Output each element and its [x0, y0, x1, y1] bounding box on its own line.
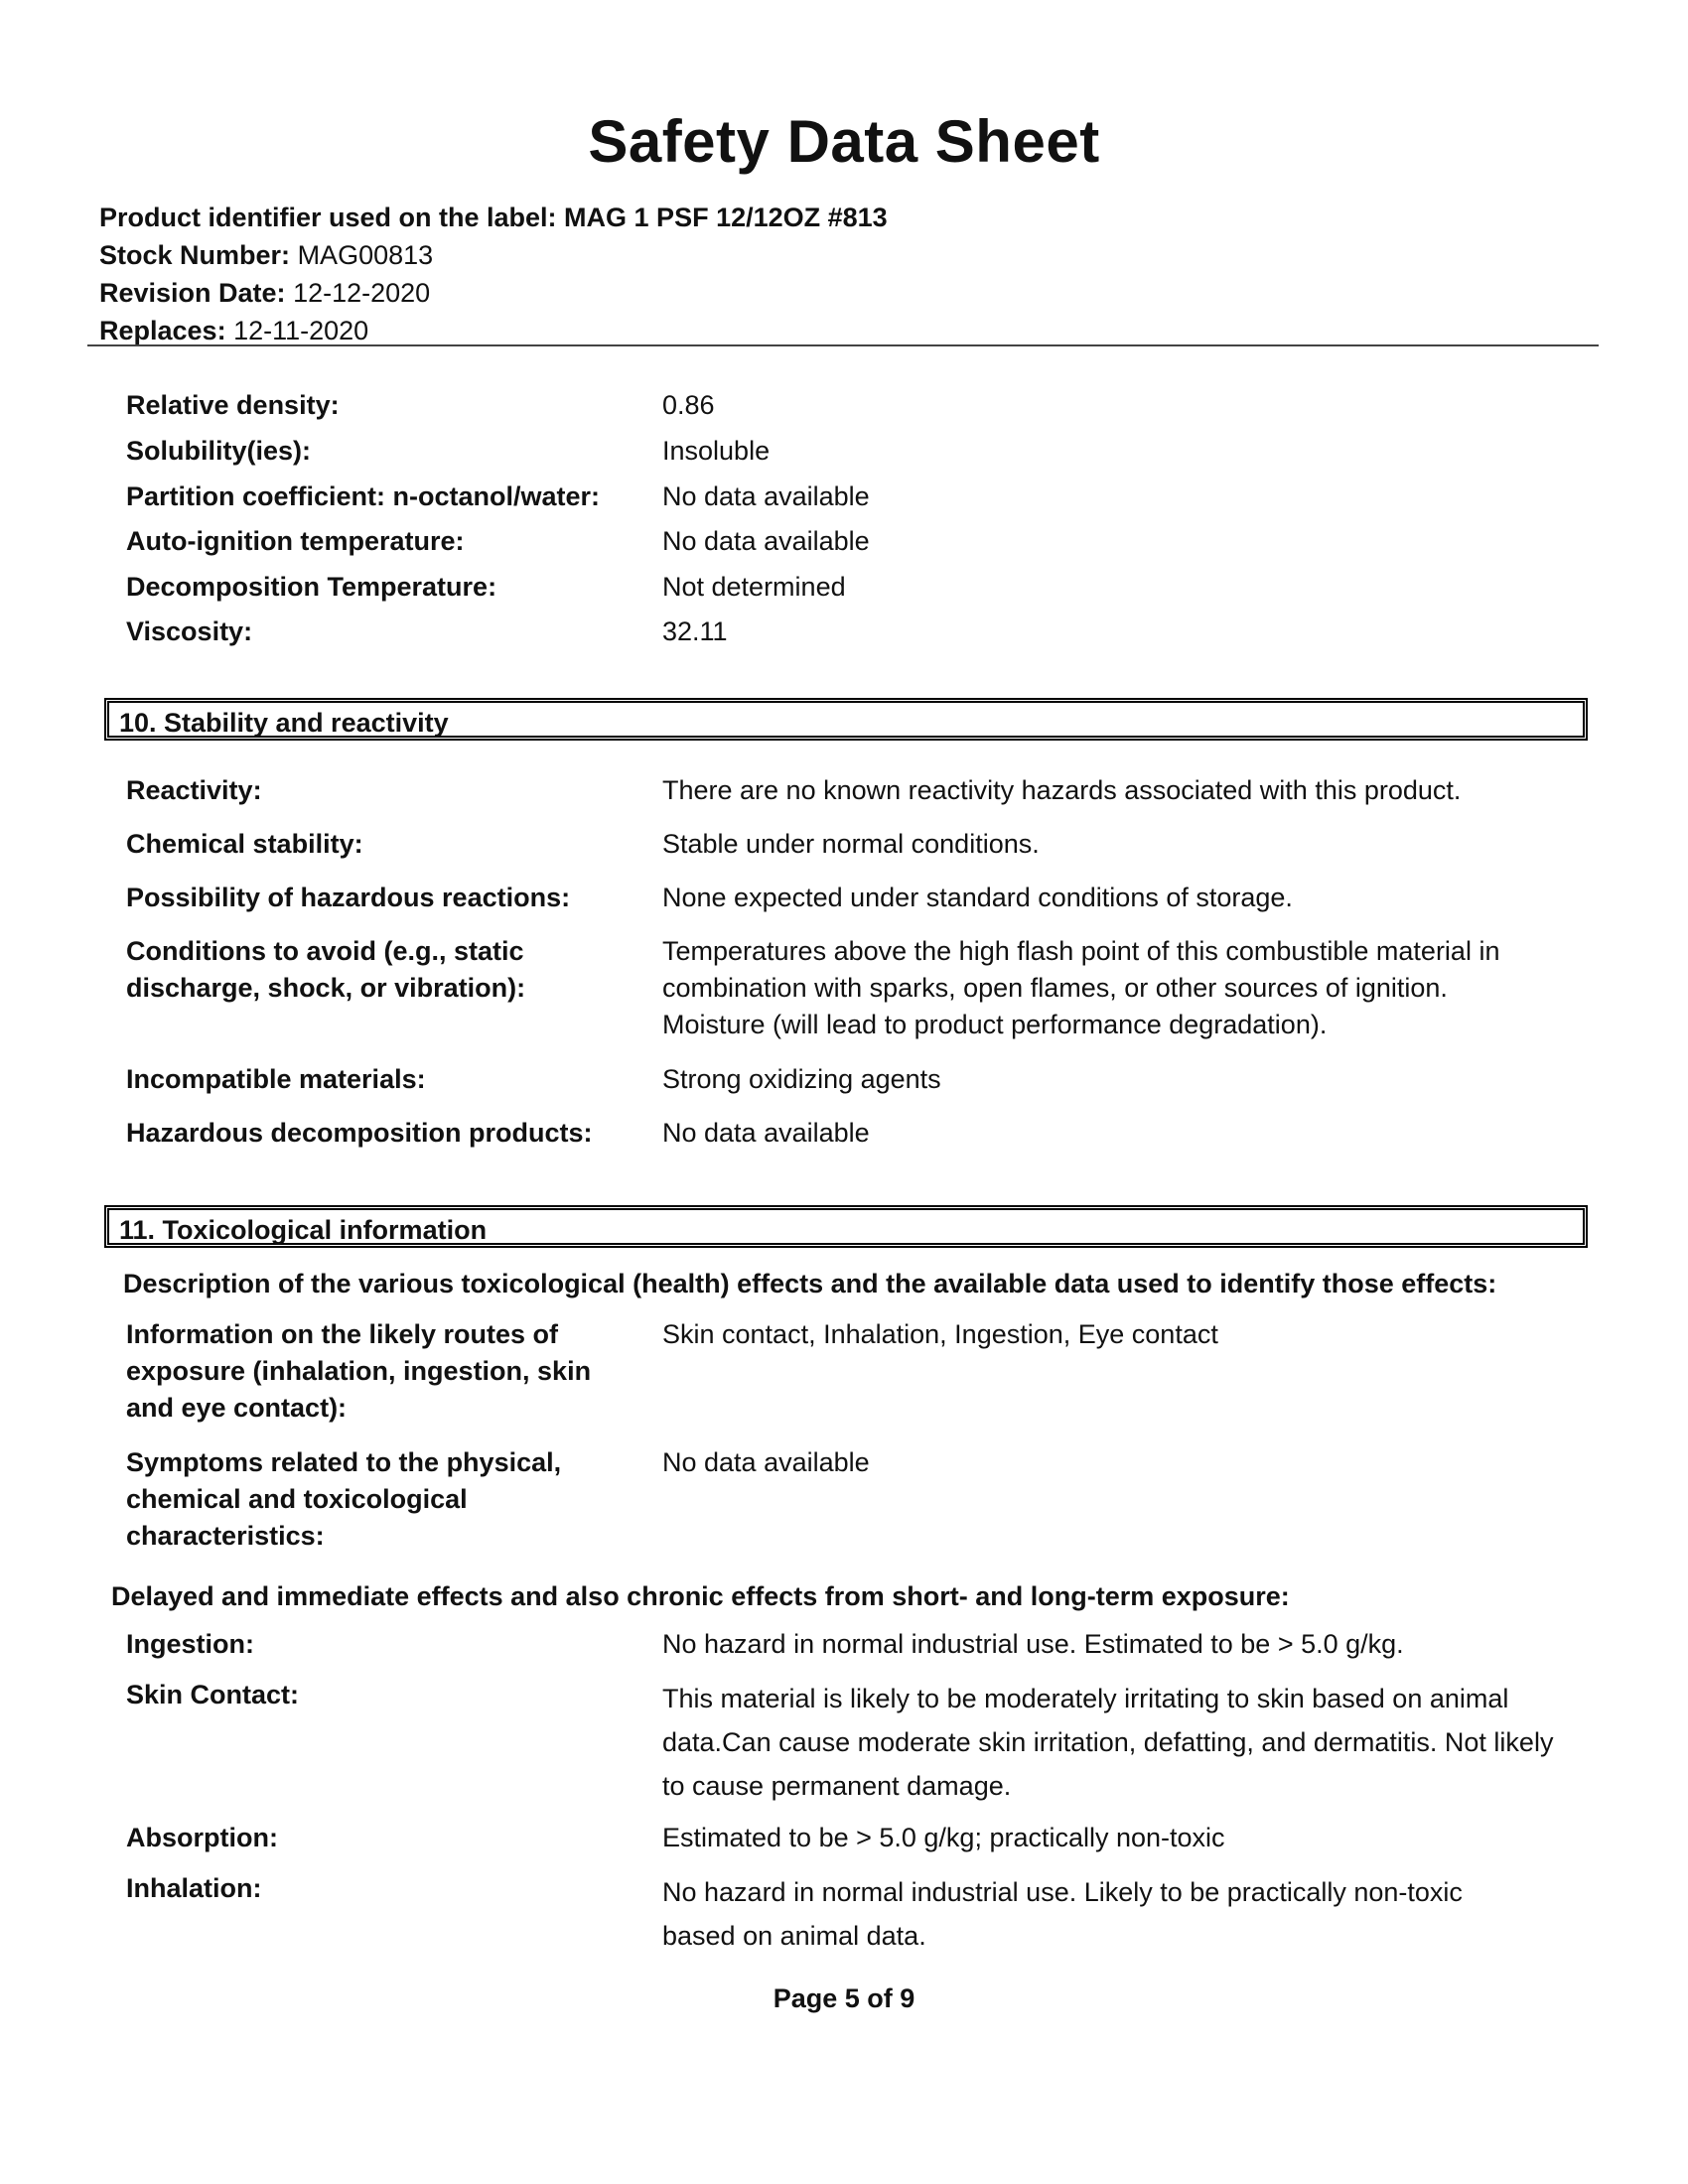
row-label: Information on the likely routes of exposure (inhalation, ingestion, skin and eye contact):: [126, 1319, 592, 1423]
row-value: No data available: [662, 1447, 870, 1477]
row-label: Conditions to avoid (e.g., static discharge, shock, or vibration):: [126, 936, 526, 1003]
row-value: No hazard in normal industrial use. Likely to be practically non-toxic based on animal data.: [662, 1877, 1463, 1951]
row-value: There are no known reactivity hazards associated with this product.: [662, 775, 1462, 805]
row-value: None expected under standard conditions of storage.: [662, 883, 1293, 912]
row-label: Ingestion:: [126, 1629, 254, 1659]
property-value: 0.86: [662, 390, 715, 420]
property-label: Solubility(ies):: [126, 436, 312, 466]
property-value: 32.11: [662, 616, 728, 646]
revision-date-value: 12-12-2020: [293, 278, 431, 308]
property-value: No data available: [662, 481, 870, 511]
row-value: Temperatures above the high flash point of this combustible material in combination with sparks, open flames, or other sources of ignition. Moisture (will lead to product performance degradation).: [662, 936, 1500, 1039]
row-label: Possibility of hazardous reactions:: [126, 883, 571, 912]
property-value: No data available: [662, 526, 870, 556]
row-label: Skin Contact:: [126, 1680, 300, 1709]
stock-number-value: MAG00813: [297, 240, 434, 270]
revision-date-label: Revision Date:: [99, 278, 286, 308]
row-label: Incompatible materials:: [126, 1064, 426, 1094]
section-10-header: [104, 698, 1588, 741]
row-value: Stable under normal conditions.: [662, 829, 1040, 859]
section-11-title: 11. Toxicological information: [119, 1215, 488, 1245]
property-label: Viscosity:: [126, 616, 253, 646]
property-label: Auto-ignition temperature:: [126, 526, 465, 556]
row-value: Skin contact, Inhalation, Ingestion, Eye contact: [662, 1319, 1218, 1349]
row-label: Reactivity:: [126, 775, 262, 805]
property-label: Decomposition Temperature:: [126, 572, 497, 602]
row-label: Chemical stability:: [126, 829, 363, 859]
replaces-value: 12-11-2020: [233, 316, 369, 345]
row-value: Strong oxidizing agents: [662, 1064, 941, 1094]
row-label: Inhalation:: [126, 1873, 262, 1903]
stock-number-label: Stock Number:: [99, 240, 291, 270]
delayed-effects-heading: Delayed and immediate effects and also chronic effects from short- and long-term exposure:: [111, 1581, 1290, 1611]
section-10-title: 10. Stability and reactivity: [119, 708, 449, 738]
product-identifier: Product identifier used on the label: MAG 1 PSF 12/12OZ #813: [99, 203, 888, 232]
page-title: Safety Data Sheet: [588, 108, 1100, 175]
replaces-label: Replaces:: [99, 316, 226, 345]
toxicological-description: Description of the various toxicological (health) effects and the available data used to identify those effects:: [123, 1269, 1497, 1298]
row-label: Absorption:: [126, 1823, 278, 1852]
page-number: Page 5 of 9: [773, 1983, 915, 2013]
property-label: Relative density:: [126, 390, 340, 420]
revision-date: [99, 274, 430, 312]
row-value: Estimated to be > 5.0 g/kg; practically non-toxic: [662, 1823, 1225, 1852]
row-label: Symptoms related to the physical, chemical and toxicological characteristics:: [126, 1447, 562, 1551]
row-value: No data available: [662, 1118, 870, 1148]
row-label: Hazardous decomposition products:: [126, 1118, 593, 1148]
property-value: Insoluble: [662, 436, 771, 466]
row-value: This material is likely to be moderately irritating to skin based on animal data.Can cause moderate skin irritation, defatting, and dermatitis. Not likely to cause permanent damage.: [662, 1684, 1554, 1801]
header-divider: [87, 344, 1599, 346]
section-11-header: [104, 1205, 1588, 1248]
row-value: No hazard in normal industrial use. Estimated to be > 5.0 g/kg.: [662, 1629, 1404, 1659]
stock-number: [99, 236, 433, 274]
property-value: Not determined: [662, 572, 846, 602]
property-label: Partition coefficient: n-octanol/water:: [126, 481, 601, 511]
